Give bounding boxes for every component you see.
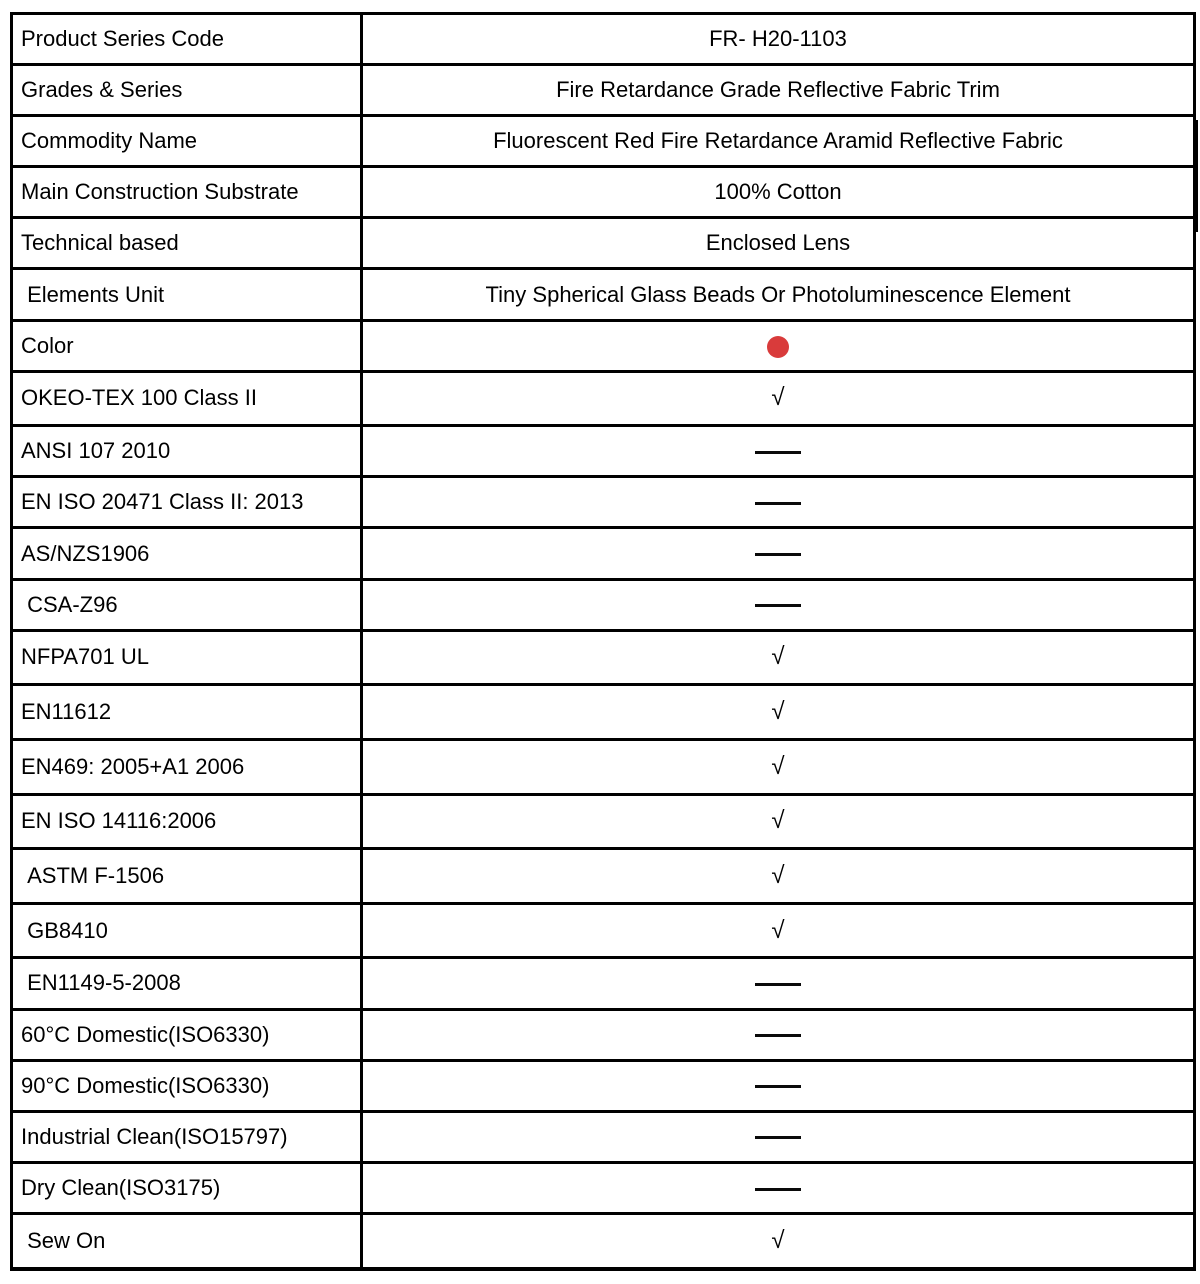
check-mark: √ bbox=[362, 849, 1195, 904]
dash-mark bbox=[755, 983, 801, 986]
row-label: Product Series Code bbox=[12, 14, 362, 65]
spec-table-body bbox=[12, 14, 1195, 1270]
table-row bbox=[12, 1213, 1195, 1269]
table-row bbox=[12, 685, 1195, 740]
check-mark: √ bbox=[362, 1213, 1195, 1269]
row-value: Tiny Spherical Glass Beads Or Photoluminescence Element bbox=[362, 269, 1195, 320]
check-mark: √ bbox=[362, 685, 1195, 740]
row-label: CSA-Z96 bbox=[12, 579, 362, 630]
row-value bbox=[362, 579, 1195, 630]
row-value: 100% Cotton bbox=[362, 167, 1195, 218]
row-label: EN469: 2005+A1 2006 bbox=[12, 739, 362, 794]
row-label: NFPA701 UL bbox=[12, 630, 362, 685]
row-value bbox=[362, 477, 1195, 528]
table-row bbox=[12, 14, 1195, 65]
table-row bbox=[12, 477, 1195, 528]
check-mark: √ bbox=[362, 794, 1195, 849]
table-row bbox=[12, 849, 1195, 904]
row-value: FR- H20-1103 bbox=[362, 14, 1195, 65]
table-row bbox=[12, 116, 1195, 167]
table-row bbox=[12, 630, 1195, 685]
row-label: ASTM F-1506 bbox=[12, 849, 362, 904]
table-row bbox=[12, 218, 1195, 269]
row-label: Technical based bbox=[12, 218, 362, 269]
row-value: Enclosed Lens bbox=[362, 218, 1195, 269]
table-row bbox=[12, 371, 1195, 426]
row-label: 60°C Domestic(ISO6330) bbox=[12, 1009, 362, 1060]
row-value bbox=[362, 528, 1195, 579]
table-row bbox=[12, 579, 1195, 630]
row-label: EN11612 bbox=[12, 685, 362, 740]
row-label: GB8410 bbox=[12, 903, 362, 958]
scan-artifact-line bbox=[1196, 120, 1198, 232]
row-label: EN ISO 14116:2006 bbox=[12, 794, 362, 849]
check-mark: √ bbox=[362, 371, 1195, 426]
row-label: Main Construction Substrate bbox=[12, 167, 362, 218]
dash-mark bbox=[755, 553, 801, 556]
table-row bbox=[12, 426, 1195, 477]
dash-mark bbox=[755, 451, 801, 454]
row-label: Grades & Series bbox=[12, 65, 362, 116]
row-label: Sew On bbox=[12, 1213, 362, 1269]
check-mark: √ bbox=[362, 903, 1195, 958]
dash-mark bbox=[755, 1034, 801, 1037]
row-label: Industrial Clean(ISO15797) bbox=[12, 1111, 362, 1162]
dash-mark bbox=[755, 1136, 801, 1139]
table-row bbox=[12, 1009, 1195, 1060]
dash-mark bbox=[755, 604, 801, 607]
row-label: OKEO-TEX 100 Class II bbox=[12, 371, 362, 426]
row-value: Fire Retardance Grade Reflective Fabric Trim bbox=[362, 65, 1195, 116]
table-row bbox=[12, 528, 1195, 579]
row-value bbox=[362, 958, 1195, 1009]
dash-mark bbox=[755, 1085, 801, 1088]
row-value bbox=[362, 426, 1195, 477]
row-value: Fluorescent Red Fire Retardance Aramid Reflective Fabric bbox=[362, 116, 1195, 167]
table-row bbox=[12, 958, 1195, 1009]
table-row bbox=[12, 269, 1195, 320]
row-label: Dry Clean(ISO3175) bbox=[12, 1162, 362, 1213]
row-label: ANSI 107 2010 bbox=[12, 426, 362, 477]
row-value bbox=[362, 1111, 1195, 1162]
row-label: Elements Unit bbox=[12, 269, 362, 320]
table-row bbox=[12, 1060, 1195, 1111]
row-label: Commodity Name bbox=[12, 116, 362, 167]
table-row bbox=[12, 167, 1195, 218]
row-label: EN ISO 20471 Class II: 2013 bbox=[12, 477, 362, 528]
table-row bbox=[12, 903, 1195, 958]
table-row bbox=[12, 739, 1195, 794]
row-label: EN1149-5-2008 bbox=[12, 958, 362, 1009]
row-label: Color bbox=[12, 320, 362, 371]
row-value bbox=[362, 1060, 1195, 1111]
table-row bbox=[12, 794, 1195, 849]
dash-mark bbox=[755, 502, 801, 505]
color-dot bbox=[767, 336, 789, 358]
row-value bbox=[362, 1009, 1195, 1060]
dash-mark bbox=[755, 1188, 801, 1191]
table-row bbox=[12, 1162, 1195, 1213]
row-value bbox=[362, 1162, 1195, 1213]
table-row bbox=[12, 65, 1195, 116]
check-mark: √ bbox=[362, 630, 1195, 685]
check-mark: √ bbox=[362, 739, 1195, 794]
row-value bbox=[362, 320, 1195, 371]
row-label: 90°C Domestic(ISO6330) bbox=[12, 1060, 362, 1111]
spec-table bbox=[10, 12, 1196, 1271]
row-label: AS/NZS1906 bbox=[12, 528, 362, 579]
table-row bbox=[12, 1111, 1195, 1162]
table-row bbox=[12, 320, 1195, 371]
